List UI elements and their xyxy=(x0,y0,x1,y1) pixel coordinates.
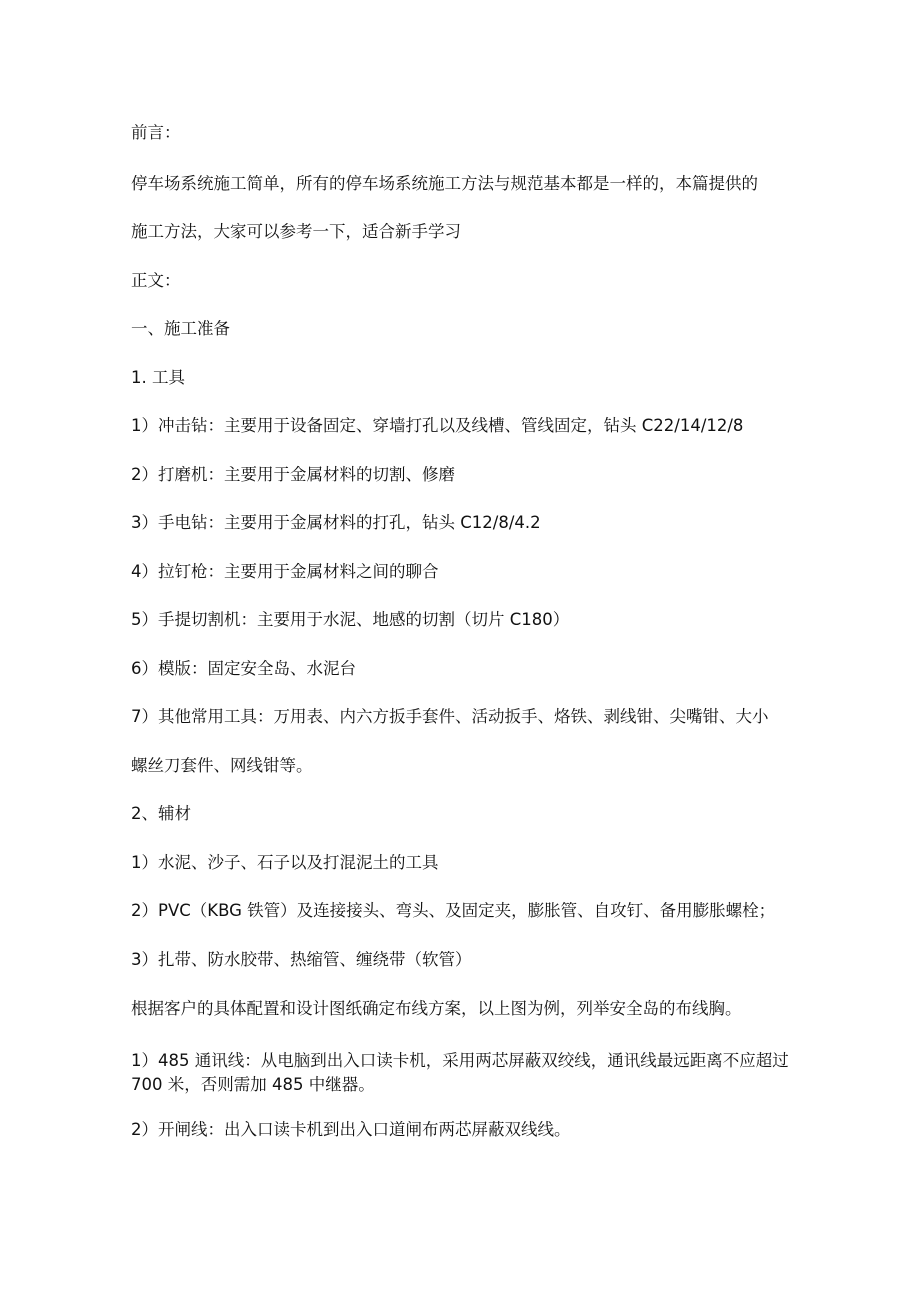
tools-heading: 1. 工具 xyxy=(131,368,185,387)
tool-item: 4）拉钉枪：主要用于金属材料之间的聊合 xyxy=(131,562,439,581)
section-1-heading: 一、施工准备 xyxy=(131,319,230,338)
wiring-item: 2）开闸线：出入口读卡机到出入口道闸布两芯屏蔽双线线。 xyxy=(131,1120,571,1139)
tool-item: 5）手提切割机：主要用于水泥、地感的切割（切片 C180） xyxy=(131,610,570,629)
material-item: 1）水泥、沙子、石子以及打混泥土的工具 xyxy=(131,853,439,872)
materials-heading: 2、辅材 xyxy=(131,804,191,823)
material-item: 3）扎带、防水胶带、热缩管、缠绕带（软管） xyxy=(131,950,472,969)
preface-heading: 前言： xyxy=(131,123,181,142)
material-item: 2）PVC（KBG 铁管）及连接接头、弯头、及固定夹，膨胀管、自攻钉、备用膨胀螺栓； xyxy=(131,901,776,920)
tool-item: 3）手电钻：主要用于金属材料的打孔，钻头 C12/8/4.2 xyxy=(131,513,541,532)
tool-item: 6）模版：固定安全岛、水泥台 xyxy=(131,659,356,678)
body-heading: 正文： xyxy=(131,271,181,290)
tool-item: 1）冲击钻：主要用于设备固定、穿墙打孔以及线槽、管线固定，钻头 C22/14/12/8 xyxy=(131,416,744,435)
tool-item-continuation: 螺丝刀套件、网线钳等。 xyxy=(131,756,313,775)
wiring-intro: 根据客户的具体配置和设计图纸确定布线方案，以上图为例，列举安全岛的布线胸。 xyxy=(131,999,742,1018)
preface-line-2: 施工方法，大家可以参考一下，适合新手学习 xyxy=(131,222,461,241)
tool-item: 2）打磨机：主要用于金属材料的切割、修磨 xyxy=(131,465,455,484)
wiring-item: 1）485 通讯线：从电脑到出入口读卡机，采用两芯屏蔽双绞线，通讯线最远距离不应超过 700 米，否则需加 485 中继器。 xyxy=(131,1051,789,1094)
tool-item: 7）其他常用工具：万用表、内六方扳手套件、活动扳手、烙铁、剥线钳、尖嘴钳、大小 xyxy=(131,707,769,726)
preface-line-1: 停车场系统施工简单，所有的停车场系统施工方法与规范基本都是一样的，本篇提供的 xyxy=(131,174,758,193)
